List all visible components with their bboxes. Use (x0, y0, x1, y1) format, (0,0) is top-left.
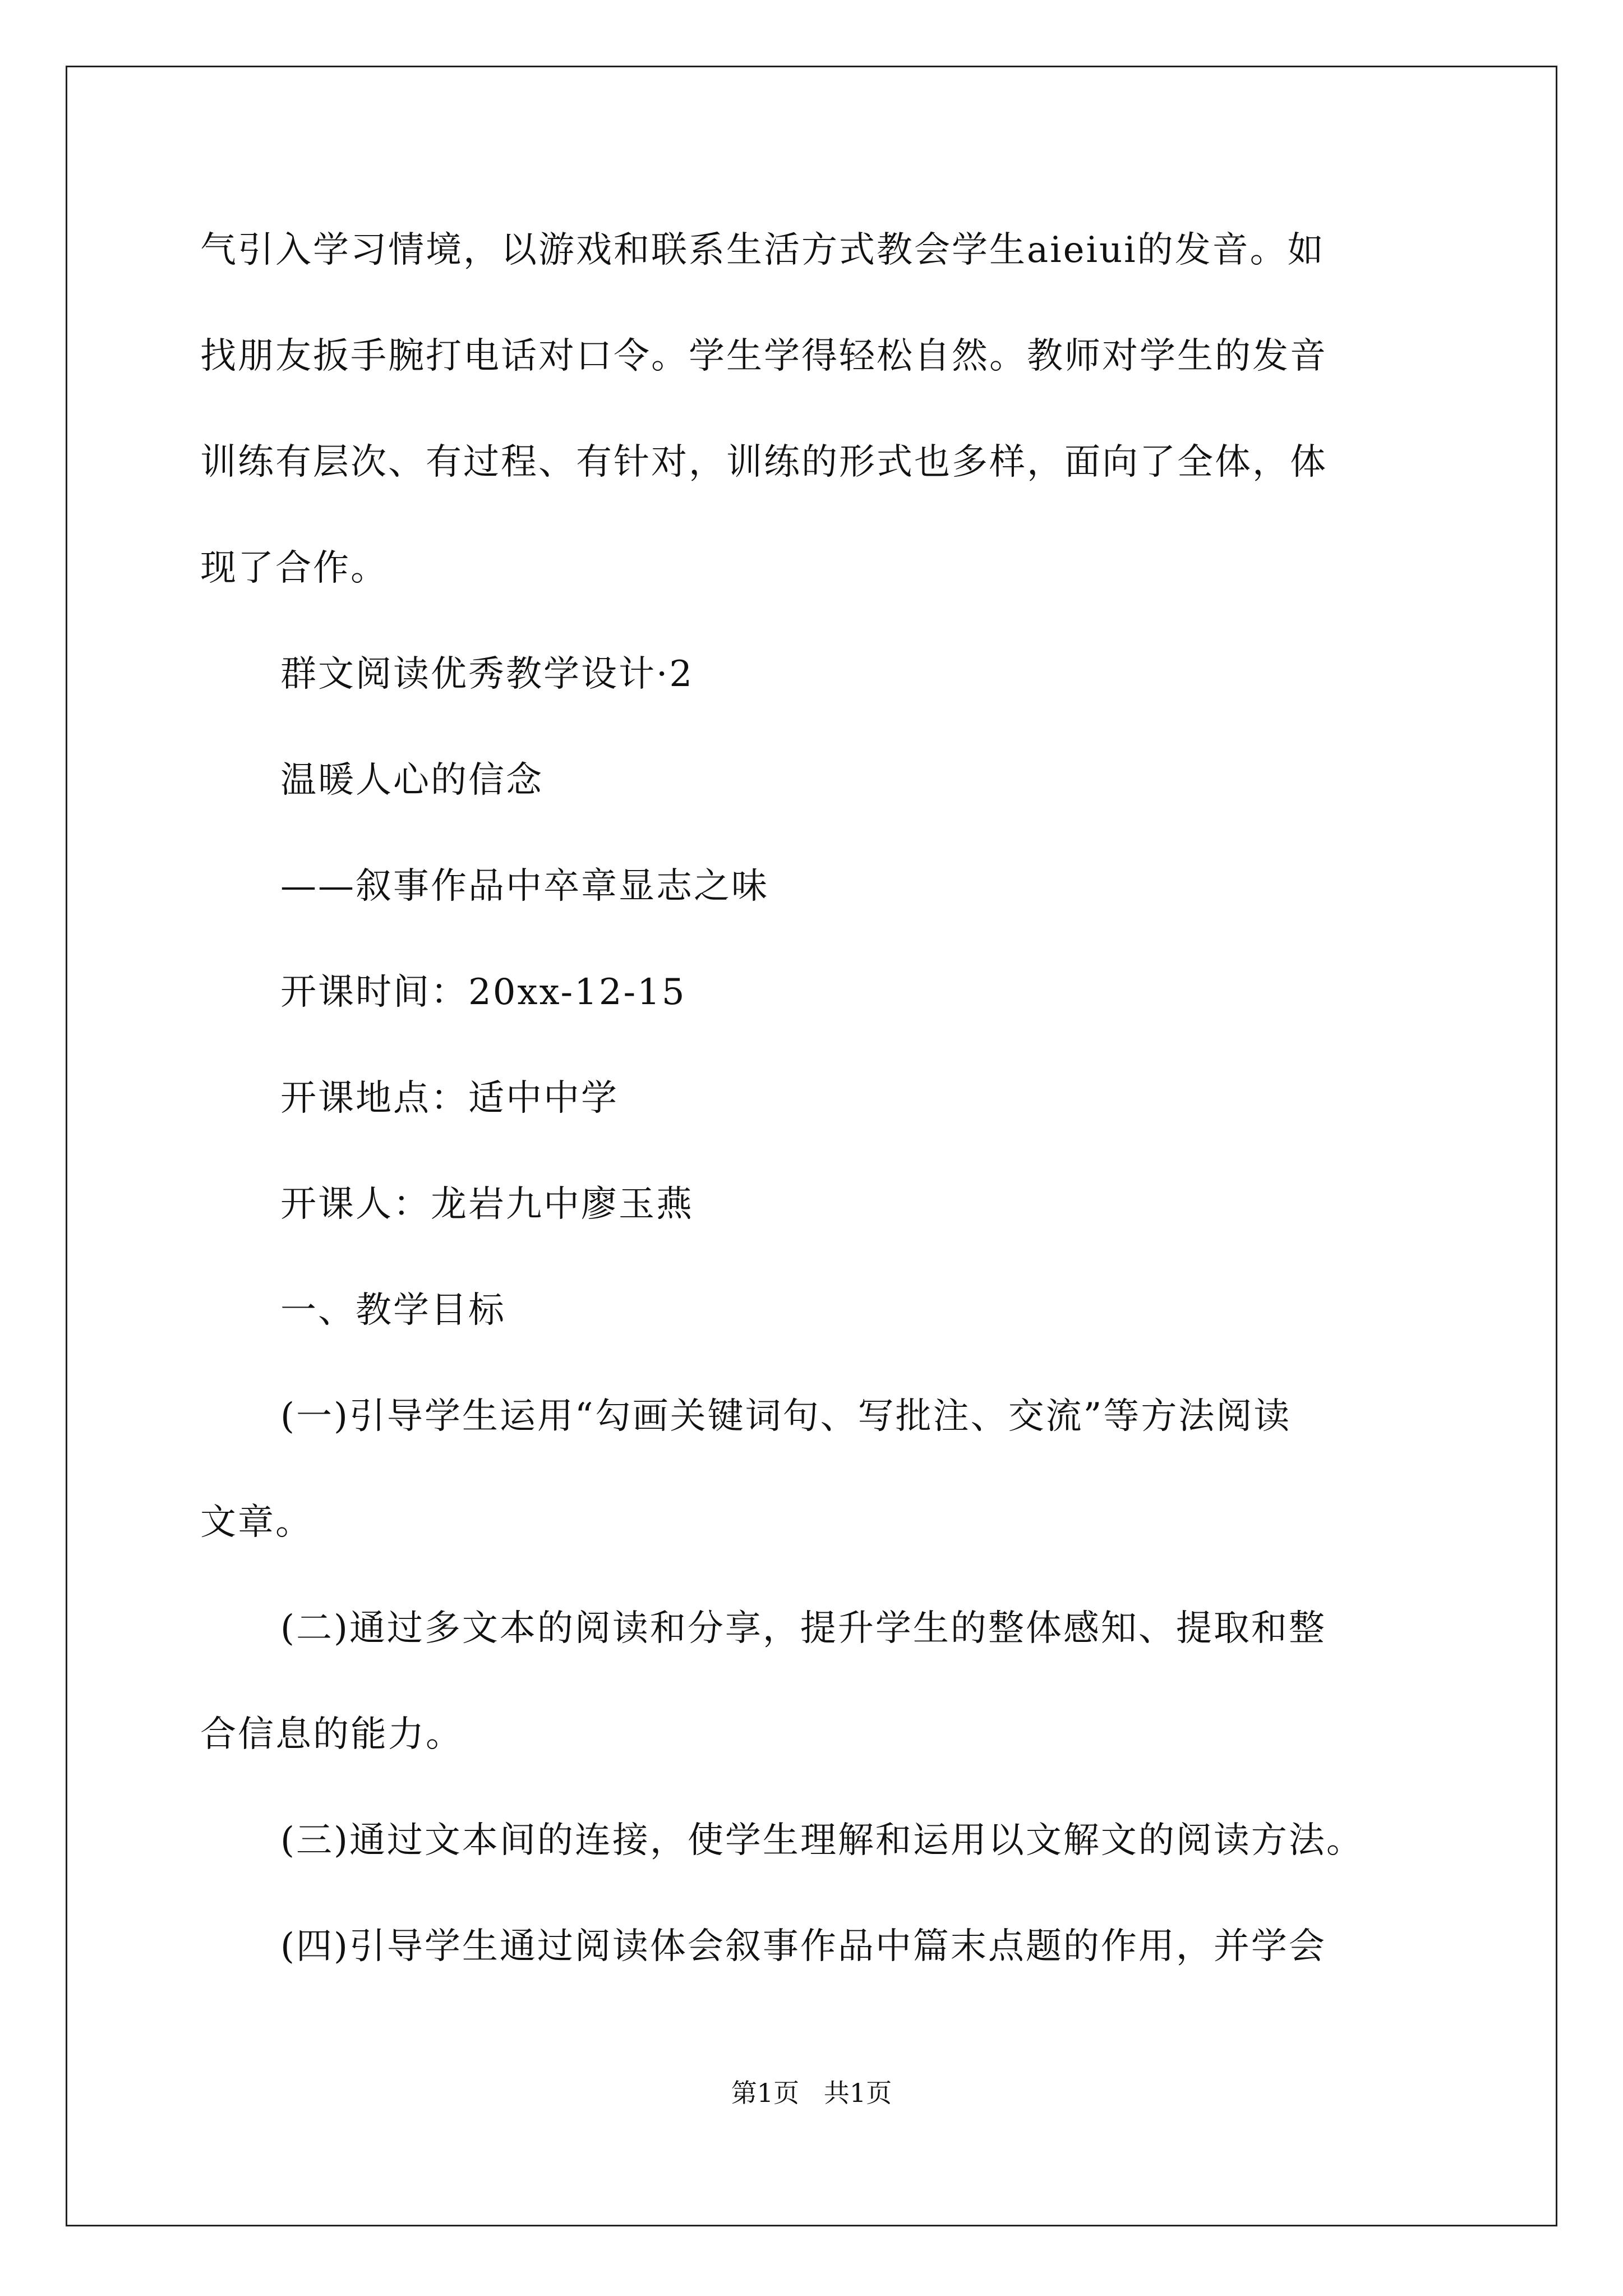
body-line: 现了合作。 (200, 547, 388, 589)
class-time: 开课时间：20xx-12-15 (280, 972, 686, 1013)
body-line: 找朋友扳手腕打电话对口令。学生学得轻松自然。教师对学生的发音 (200, 335, 1327, 377)
heading-objectives: 一、教学目标 (280, 1290, 506, 1331)
objective-4: (四)引导学生通过阅读体会叙事作品中篇末点题的作用，并学会 (280, 1926, 1326, 1967)
objective-2-cont: 合信息的能力。 (200, 1714, 463, 1755)
body-line: 训练有层次、有过程、有针对，训练的形式也多样，面向了全体，体 (200, 441, 1327, 483)
lesson-subtitle: ——叙事作品中卒章显志之味 (280, 866, 769, 907)
objective-1-cont: 文章。 (200, 1502, 313, 1543)
objective-2: (二)通过多文本的阅读和分享，提升学生的整体感知、提取和整 (280, 1608, 1326, 1649)
objective-3: (三)通过文本间的连接，使学生理解和运用以文解文的阅读方法。 (280, 1820, 1364, 1861)
section-title: 群文阅读优秀教学设计·2 (280, 654, 694, 695)
page-footer: 第1页 共1页 (731, 2078, 892, 2108)
class-location: 开课地点：适中中学 (280, 1078, 619, 1119)
page-border (66, 66, 1557, 2226)
body-line: 气引入学习情境，以游戏和联系生活方式教会学生aieiui的发音。如 (200, 229, 1325, 271)
objective-1: (一)引导学生运用“勾画关键词句、写批注、交流”等方法阅读 (280, 1396, 1292, 1437)
lesson-title: 温暖人心的信念 (280, 760, 543, 801)
class-teacher: 开课人：龙岩九中廖玉燕 (280, 1184, 694, 1225)
